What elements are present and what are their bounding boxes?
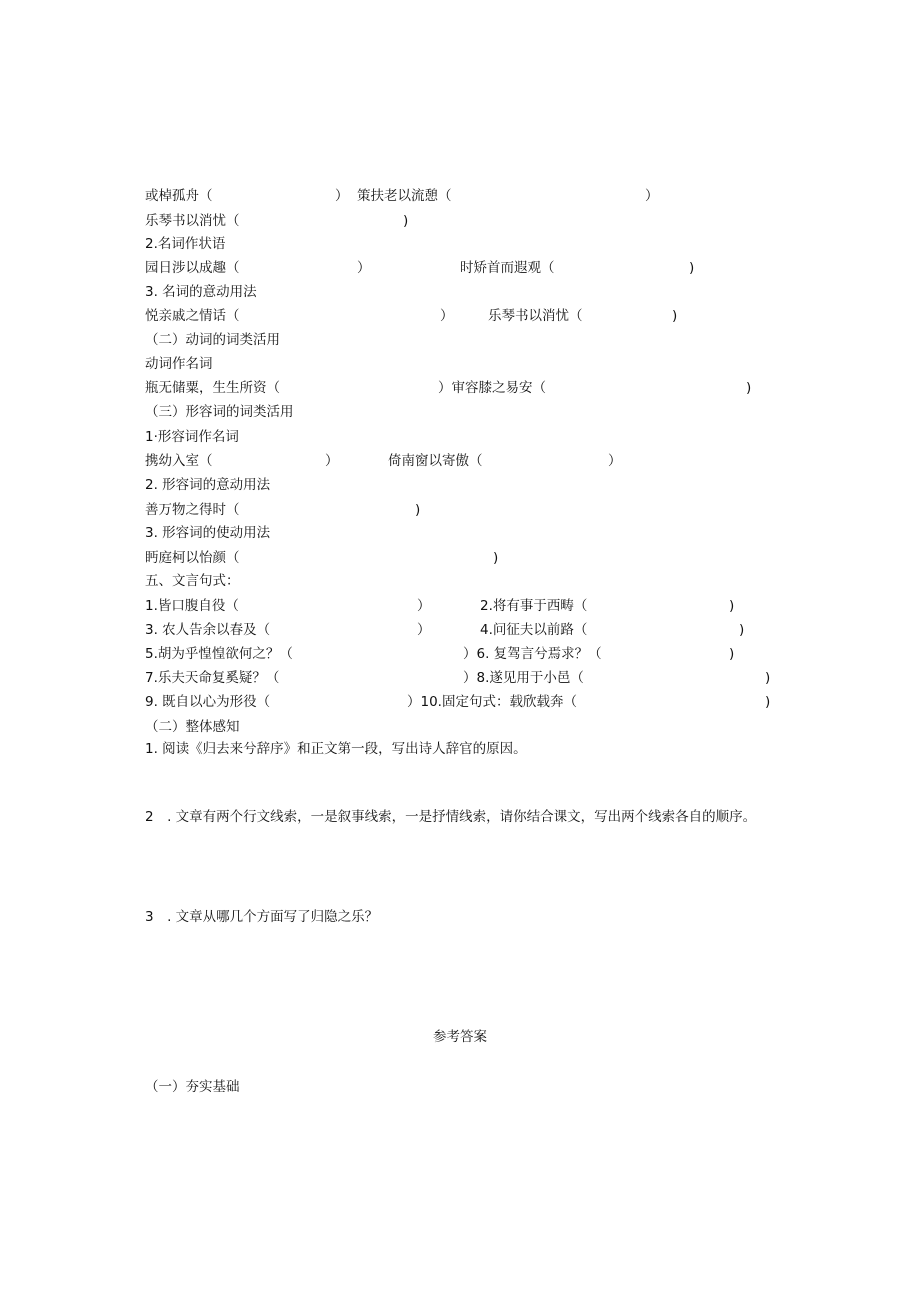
blank-close: ) [493,550,499,566]
question-text: 1. 阅读《归去来兮辞序》和正文第一段，写出诗人辞官的原因。 [145,741,527,757]
blank-close: ） [417,622,431,638]
blank-close: ） [645,188,659,204]
question-2: 2 . 文章有两个行文线索，一是叙事线索，一是抒情线索，请你结合课文，写出两个线索各自的顺序。 [145,809,757,825]
blank-close: ) [729,598,735,614]
line-text: 乐琴书以消忧（ [488,308,583,324]
blank-close: ) [765,694,771,710]
line-text: 或棹孤舟（ [145,188,213,204]
blank-close: ) [739,622,745,638]
line-text: 眄庭柯以怡颜（ [145,550,240,566]
line-text: 2.将有事于西畴（ [480,598,588,614]
heading-text: （一）夯实基础 [145,1079,240,1095]
heading-text: （二）整体感知 [145,719,240,735]
line-text: 瓶无储粟，生生所资（ [145,380,280,396]
blank-close: ） [608,453,622,469]
line-text: 乐琴书以消忧（ [145,213,240,229]
line-text: ）6. 复驾言兮焉求？（ [463,646,602,662]
blank-close: ) [689,260,695,276]
line-text: 1.皆口腹自役（ [145,598,239,614]
heading-text: 2.名词作状语 [145,236,226,252]
line-text: 善万物之得时（ [145,502,240,518]
blank-close: ) [672,308,678,324]
question-text: 3 . 文章从哪几个方面写了归隐之乐？ [145,909,379,925]
blank-close: ) [746,380,752,396]
blank-close: ） [357,260,371,276]
heading-text: 3. 名词的意动用法 [145,284,257,300]
line-text: 时矫首而遐观（ [460,260,555,276]
line-text: ）审容膝之易安（ [438,380,546,396]
blank-close: ) [415,502,421,518]
heading-text: 2. 形容词的意动用法 [145,477,271,493]
line-text: ）10.固定句式：载欣载奔（ [407,694,577,710]
heading-text: 1·形容词作名词 [145,429,239,445]
line-text: ）8.遂见用于小邑（ [463,670,584,686]
blank-close: ) [403,213,409,229]
blank-close: ) [729,646,735,662]
answer-title: 参考答案 [433,1029,487,1045]
line-text: 携幼入室（ [145,453,213,469]
line-text: 3. 农人告余以春及（ [145,622,271,638]
line-text: 4.问征夫以前路（ [480,622,588,638]
heading-text: 3. 形容词的使动用法 [145,525,271,541]
line-text: 园日涉以成趣（ [145,260,240,276]
line-text: 5.胡为乎惶惶欲何之？（ [145,646,293,662]
line-text: 倚南窗以寄傲（ [388,453,483,469]
line-text: 策扶老以流憩（ [357,188,452,204]
heading-text: 动词作名词 [145,356,213,372]
blank-close: ） [335,188,349,204]
line-text: 悦亲戚之情话（ [145,308,240,324]
line-text: 9. 既自以心为形役（ [145,694,271,710]
blank-close: ） [417,598,431,614]
blank-close: ） [325,453,339,469]
heading-text: （三）形容词的词类活用 [145,404,294,420]
heading-text: （二）动词的词类活用 [145,332,280,348]
heading-text: 五、文言句式： [145,573,240,589]
blank-close: ） [440,308,454,324]
line-text: 7.乐夫天命复奚疑？（ [145,670,280,686]
blank-close: ) [765,670,771,686]
